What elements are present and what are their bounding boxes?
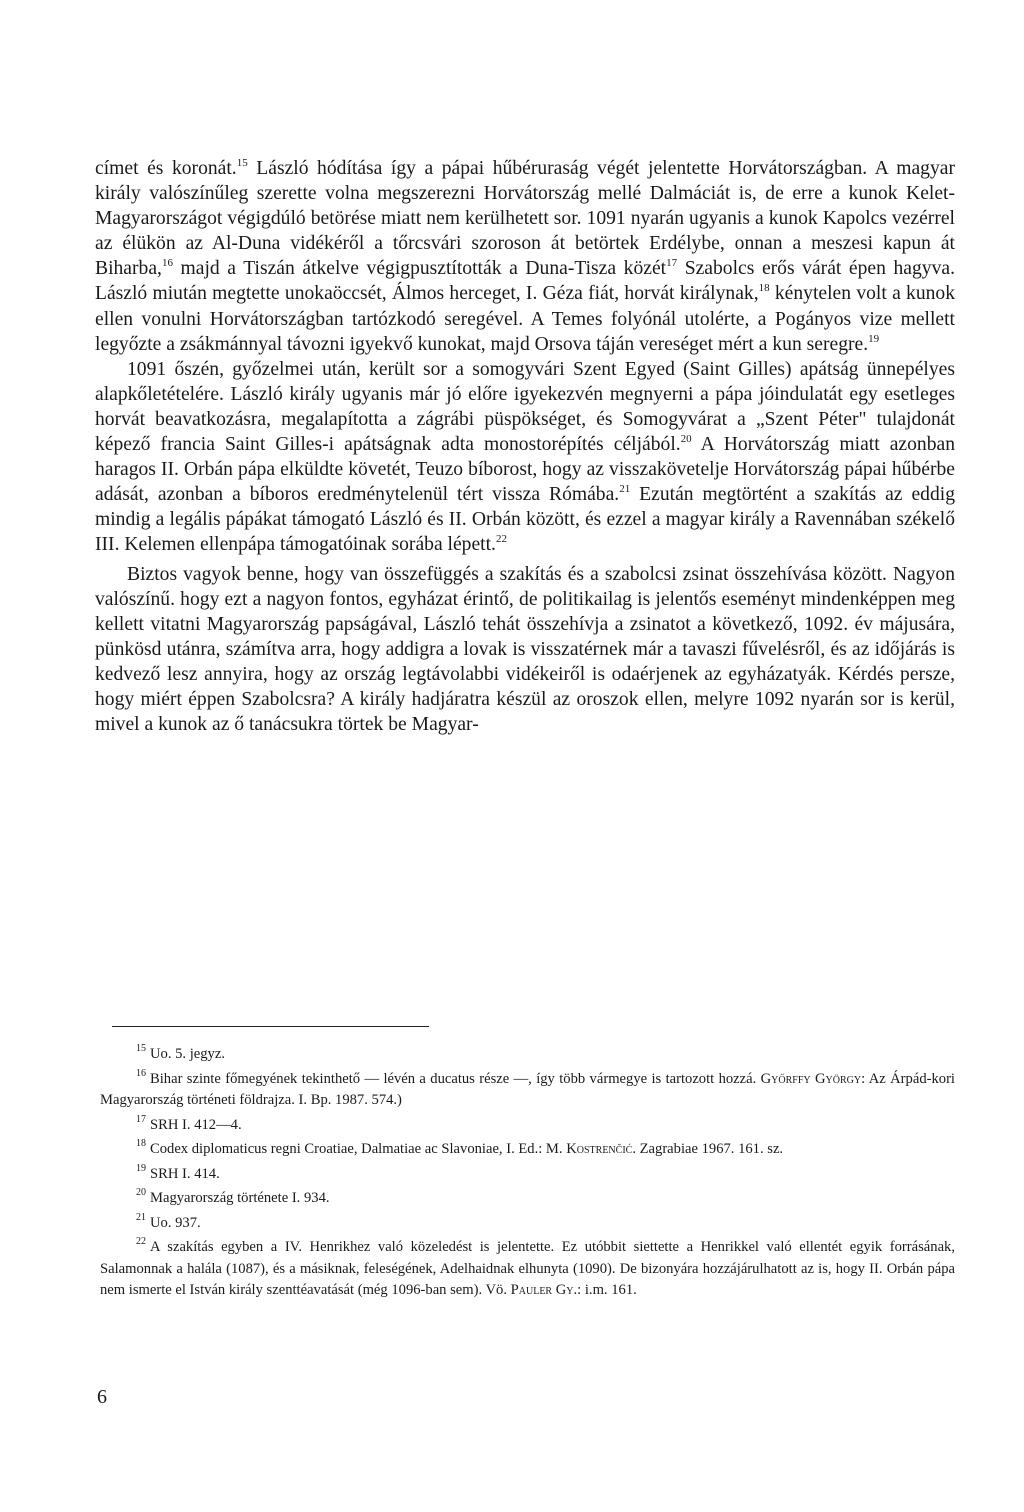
- text-run: címet és koronát.: [95, 158, 237, 179]
- main-text: [95, 156, 955, 737]
- text-run: László hódítása így a pápai hűbéruraság végét jelentette Horvátországban. A magyar király valószínűleg szerette volna megszerezni Horvátország mellé Dalmáciát is, de erre a kunok Kelet-Magyarországot végigdúló betörése miatt nem kerülhetett sor. 1091 nyarán ugyanis a kunok Kapolcs vezérrel az élükön az Al-Duna vidékéről a tőrcsvári szoroson át betörtek Erdélybe, onnan a meszesi kapun át Biharba,: [95, 158, 955, 280]
- footnote-text: Bihar szinte főmegyének tekinthető — lévén a ducatus része —, így több vármegye is tartozott hozzá.: [150, 1070, 761, 1087]
- page-number: 6: [97, 1386, 107, 1408]
- footnote-15: [100, 1044, 955, 1066]
- footnote-number: 20: [136, 1187, 146, 1198]
- text-run: Ezután megtörtént a szakítás az eddig mindig a legális pápákat támogató László és II. Orbán között, és ezzel a magyar király a Ravennában székelő III. Kelemen ellenpápa támogatóinak sorába lépett.: [95, 484, 955, 556]
- footnote-text: Magyarország története I. 934.: [150, 1190, 330, 1206]
- footnote-text: . Zagrabiae 1967. 161. sz.: [632, 1141, 784, 1157]
- footnote-text: A szakítás egyben a IV. Henrikhez való közeledést is jelentette. Ez utóbbit siettette a Henrikkel való ellentét egyik forrásának, Salamonnak a halála (1087), és a másiknak, feleségének, Adelhaidnak elhunyta (1090). De bizonyára hozzájárulhatott az is, hogy II. Orbán pápa nem ismerte el István király szenttéavatását (még 1096-ban sem). Vö.: [100, 1239, 955, 1298]
- text-run: majd a Tiszán átkelve végigpusztították a Duna-Tisza közét: [172, 258, 667, 280]
- footnote-text: SRH I. 414.: [150, 1165, 220, 1182]
- footnote-21: [100, 1213, 955, 1235]
- footnote-number: 18: [136, 1138, 146, 1149]
- footnote-author: Győrffy György: [760, 1070, 862, 1087]
- footnote-text: Uo. 937.: [150, 1214, 201, 1231]
- text-run: 1091 őszén, győzelmei után, került sor a somogyvári Szent Egyed (Saint Gilles) apátság ünnepélyes alapkőletételére. László király ugyanis már jó előre igyekezvén megnyerni a pápa jóindulatát egy esetleges horvát beavatkozásra, megalapította a zágrábi püspökséget, és Somogyvárat a „Szent Péter" tulajdonát képező francia Saint Gilles-i apátságnak adta monostorépítés céljából.: [95, 358, 955, 456]
- footnote-text: SRH I. 412—4.: [150, 1116, 242, 1133]
- footnote-ref-19: 19: [868, 332, 880, 345]
- footnote-number: 19: [136, 1162, 146, 1174]
- paragraph-3: Biztos vagyok benne, hogy van összefüggés a szakítás és a szabolcsi zsinat összehívása között. Nagyon valószínű. hogy ezt a nagyon fontos, egyházat érintő, de politikailag is jelentős eseményt mindenképpen meg kellett vitatni Magyarország papságával, László tehát összehívja a zsinatot a következő, 1092. év májusára, pünkösd utánra, számítva arra, hogy addigra a lovak is visszatérnek már a tavaszi fűvelésről, és az időjárás is kedvező lesz annyira, hogy az ország legtávolabbi vidékeiről is odaérjenek az egyházatyák. Kérdés persze, hogy miért éppen Szabolcsra? A király hadjáratra készül az oroszok ellen, melyre 1092 nyarán sor is kerül, mivel a kunok az ő tanácsukra törtek be Magyar-: [95, 563, 955, 736]
- footnote-separator: [112, 1026, 429, 1027]
- paragraph-1: [95, 156, 955, 357]
- footnote-number: 22: [136, 1236, 146, 1247]
- footnote-author: Pauler Gy.: [510, 1282, 578, 1298]
- footnote-number: 17: [136, 1113, 146, 1125]
- text-run: A Horvátország miatt azonban haragos II. Orbán pápa elküldte követét, Teuzo bíborost, hogy az visszakövetelje Horvátország pápai hűbérbe adását, azonban a bíboros eredménytelenül tért vissza Rómába.: [95, 434, 955, 506]
- footnote-20: [100, 1188, 955, 1210]
- footnote-number: 21: [136, 1211, 146, 1223]
- footnotes: [100, 1044, 955, 1305]
- footnote-19: [100, 1164, 955, 1186]
- footnote-text: Codex diplomaticus regni Croatiae, Dalmatiae ac Slavoniae, I. Ed.: M.: [150, 1141, 567, 1157]
- paragraph-2: [95, 357, 955, 558]
- text-run: Szabolcs erős várát épen hagyva. László miután megtette unokaöccsét, Álmos herceget, I. Géza fiát, horvát királynak,: [95, 258, 955, 305]
- footnote-author: Kostrenčić: [566, 1141, 633, 1157]
- footnote-ref-17: 17: [666, 257, 678, 270]
- footnote-text: : i.m. 161.: [577, 1282, 637, 1298]
- footnote-ref-15: 15: [236, 157, 248, 169]
- footnote-ref-16: 16: [161, 257, 173, 270]
- footnote-ref-22: 22: [495, 533, 507, 546]
- footnote-17: [100, 1115, 955, 1137]
- footnote-ref-18: 18: [758, 282, 770, 295]
- footnote-ref-21: 21: [619, 483, 631, 496]
- footnote-number: 15: [136, 1043, 146, 1054]
- footnote-number: 16: [136, 1067, 146, 1079]
- footnote-22: [100, 1237, 955, 1302]
- footnote-text: : Az Árpád-kori Magyarország történeti földrajza. I. Bp. 1987. 574.): [100, 1070, 955, 1108]
- text-run: kénytelen volt a kunok ellen vonulni Horvátországban tartózkodó seregével. A Temes folyónál utolérte, a Pogányos vize mellett legyőzte a zsákmánnyal távozni igyekvő kunokat, majd Orsova táján vereséget mért a kun seregre.: [95, 283, 956, 355]
- footnote-18: [100, 1139, 955, 1161]
- footnote-ref-20: 20: [680, 433, 692, 446]
- footnote-16: [100, 1069, 955, 1112]
- footnote-text: Uo. 5. jegyz.: [150, 1046, 225, 1062]
